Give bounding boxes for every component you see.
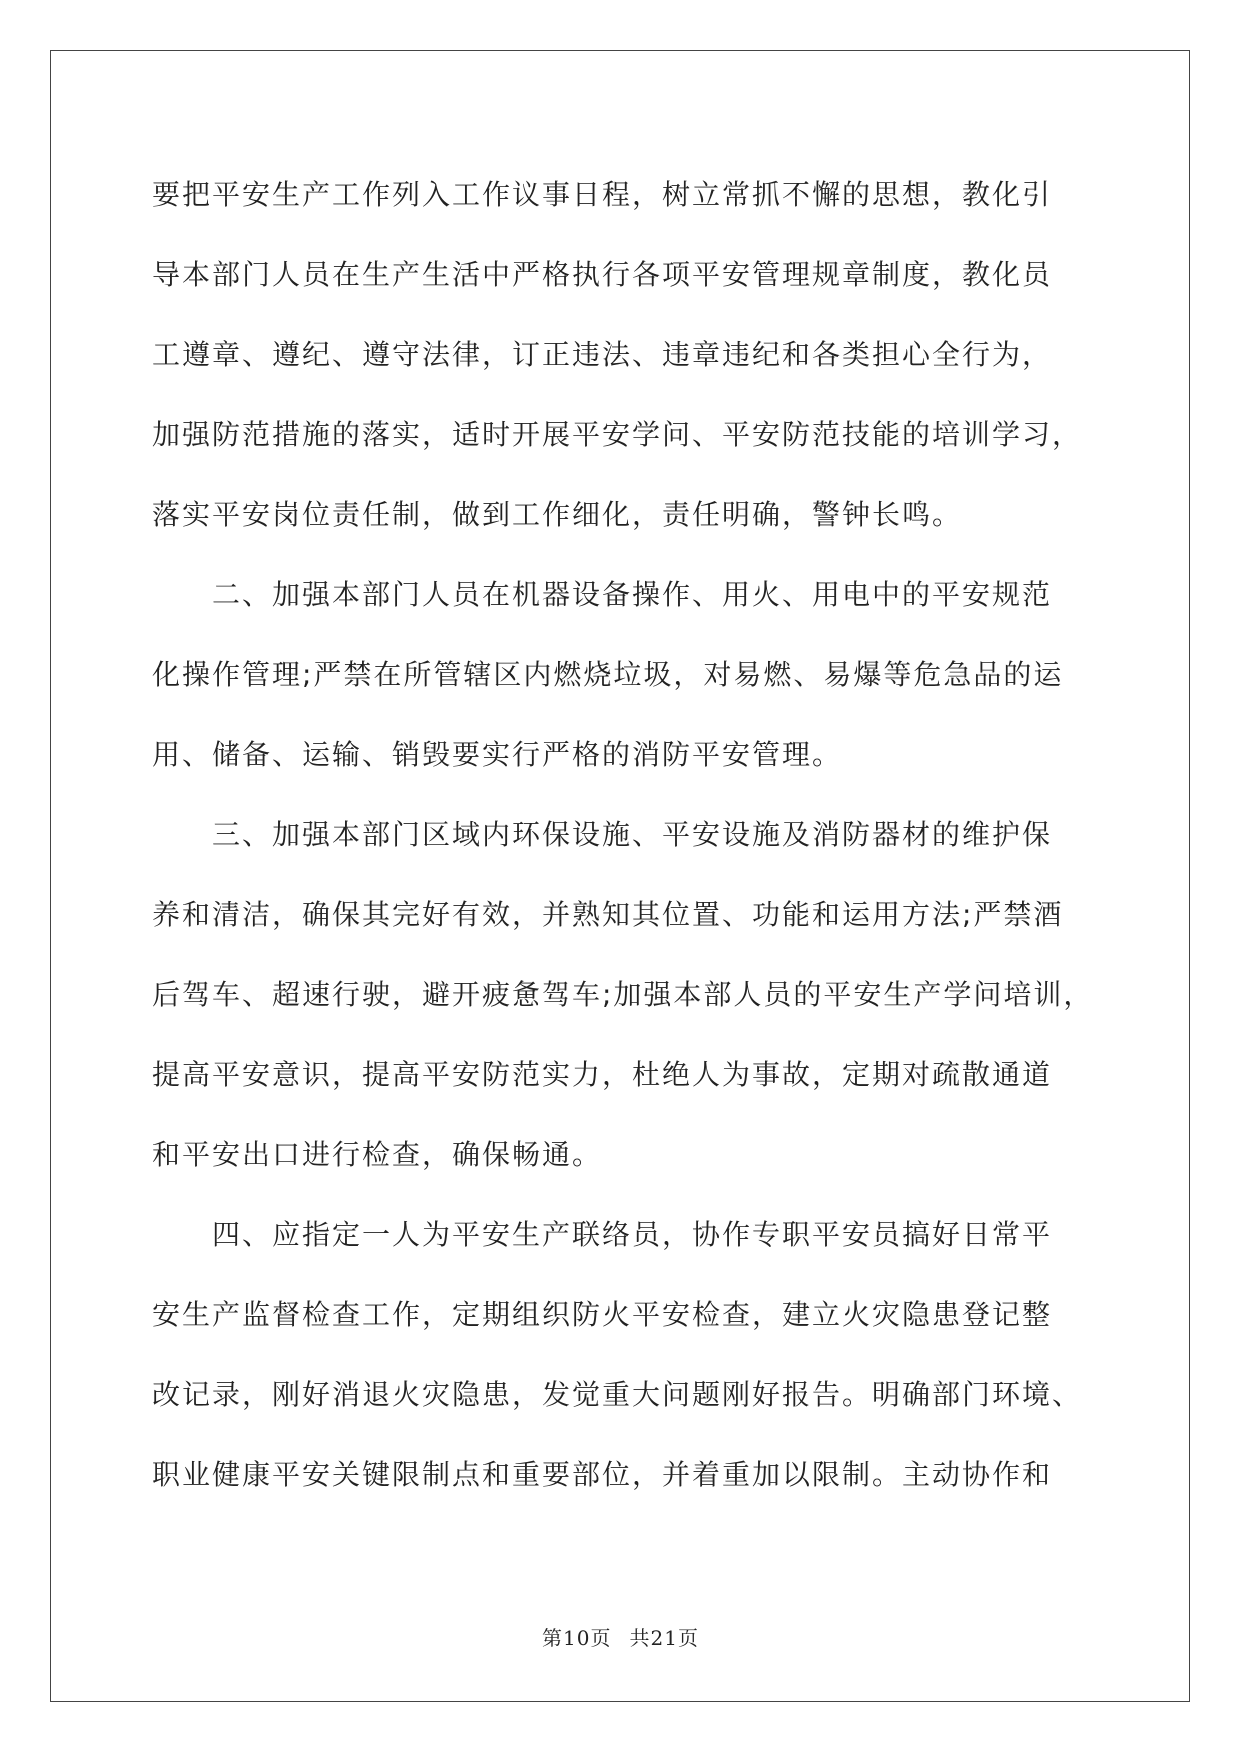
text-line: 安生产监督检查工作，定期组织防火平安检查，建立火灾隐患登记整 (152, 1298, 1053, 1331)
paragraph-1 (152, 155, 1092, 555)
text-line: 三、加强本部门区域内环保设施、平安设施及消防器材的维护保 (212, 818, 1053, 851)
text-line: 化操作管理;严禁在所管辖区内燃烧垃圾，对易燃、易爆等危急品的运 (152, 658, 1064, 691)
text-line: 落实平安岗位责任制，做到工作细化，责任明确，警钟长鸣。 (152, 498, 963, 531)
paragraph-2 (152, 555, 1092, 795)
text-line: 四、应指定一人为平安生产联络员，协作专职平安员搞好日常平 (212, 1218, 1053, 1251)
text-line: 用、储备、运输、销毁要实行严格的消防平安管理。 (152, 738, 843, 771)
text-line: 导本部门人员在生产生活中严格执行各项平安管理规章制度，教化员 (152, 258, 1053, 291)
paragraph-3 (152, 795, 1092, 1195)
page-number: 第10页 (542, 1626, 612, 1650)
page-footer (0, 1622, 1241, 1651)
paragraph-4 (152, 1195, 1092, 1515)
text-line: 后驾车、超速行驶，避开疲惫驾车;加强本部人员的平安生产学问培训， (152, 978, 1094, 1011)
text-line: 工遵章、遵纪、遵守法律，订正违法、违章违纪和各类担心全行为， (152, 338, 1053, 371)
page-total: 共21页 (629, 1626, 699, 1650)
text-line: 加强防范措施的落实，适时开展平安学问、平安防范技能的培训学习， (152, 418, 1083, 451)
text-line: 养和清洁，确保其完好有效，并熟知其位置、功能和运用方法;严禁酒 (152, 898, 1064, 931)
text-line: 职业健康平安关键限制点和重要部位，并着重加以限制。主动协作和 (152, 1458, 1053, 1491)
text-line: 提高平安意识，提高平安防范实力，杜绝人为事故，定期对疏散通道 (152, 1058, 1053, 1091)
text-line: 要把平安生产工作列入工作议事日程，树立常抓不懈的思想，教化引 (152, 178, 1053, 211)
text-line: 二、加强本部门人员在机器设备操作、用火、用电中的平安规范 (212, 578, 1053, 611)
text-line: 改记录，刚好消退火灾隐患，发觉重大问题刚好报告。明确部门环境、 (152, 1378, 1083, 1411)
document-body (152, 155, 1092, 1515)
text-line: 和平安出口进行检查，确保畅通。 (152, 1138, 603, 1171)
